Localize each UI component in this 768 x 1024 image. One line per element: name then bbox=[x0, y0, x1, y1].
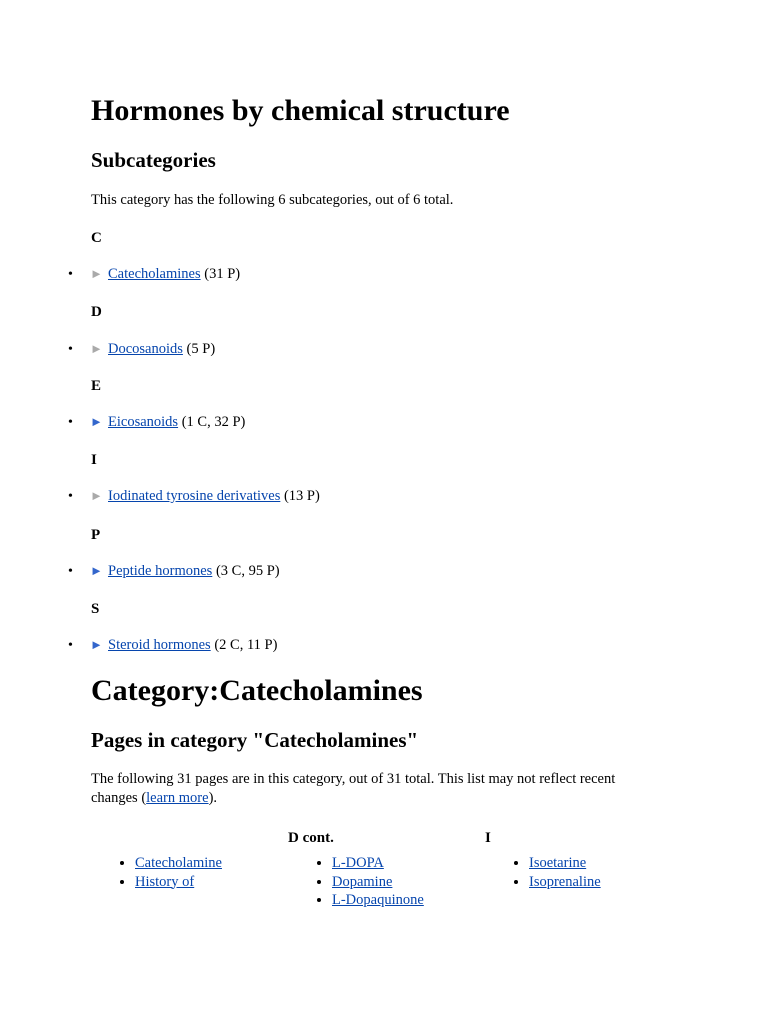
pages-heading: Pages in category "Catecholamines" bbox=[91, 728, 419, 752]
pages-intro bbox=[91, 770, 651, 808]
page-list bbox=[507, 854, 687, 891]
column-heading: I bbox=[485, 830, 491, 846]
collapsed-arrow-icon[interactable]: ► bbox=[90, 341, 103, 356]
group-letter-i: I bbox=[91, 452, 97, 468]
group-letter-d: D bbox=[91, 304, 102, 320]
pages-intro-text: The following 31 pages are in this category, out of 31 total. This list may not reflect recent changes ( bbox=[91, 771, 616, 806]
expand-arrow-icon[interactable]: ► bbox=[90, 637, 103, 652]
column-heading: D cont. bbox=[288, 830, 334, 846]
expand-arrow-icon[interactable]: ► bbox=[90, 414, 103, 429]
subcategory-item-catecholamines bbox=[68, 265, 240, 284]
subcategory-item-steroid bbox=[68, 636, 277, 655]
page-link-dopamine[interactable]: Dopamine bbox=[332, 873, 393, 890]
subcategory-link-eicosanoids[interactable]: Eicosanoids bbox=[108, 414, 179, 430]
subcategory-count: (13 P) bbox=[283, 488, 320, 504]
pages-column-3 bbox=[485, 828, 687, 891]
list-item bbox=[529, 873, 687, 892]
page-list bbox=[113, 854, 293, 891]
collapsed-arrow-icon[interactable]: ► bbox=[90, 488, 103, 503]
bullet-icon: • bbox=[68, 342, 73, 357]
list-item bbox=[332, 873, 490, 892]
collapsed-arrow-icon[interactable]: ► bbox=[90, 266, 103, 281]
subcategory-count: (2 C, 11 P) bbox=[214, 637, 278, 653]
subcategory-count: (5 P) bbox=[186, 341, 216, 357]
column-heading bbox=[113, 828, 293, 848]
subcategory-link-catecholamines[interactable]: Catecholamines bbox=[108, 266, 201, 282]
page-link-isoetarine[interactable]: Isoetarine bbox=[529, 855, 587, 871]
subcategories-heading: Subcategories bbox=[91, 148, 216, 172]
group-letter-p: P bbox=[91, 527, 101, 543]
expand-arrow-icon[interactable]: ► bbox=[90, 563, 103, 578]
group-letter-e: E bbox=[91, 378, 102, 394]
page-link-isoprenaline[interactable]: Isoprenaline bbox=[529, 873, 601, 890]
subcategory-count: (31 P) bbox=[204, 266, 241, 282]
page-link-l-dopa[interactable]: L-DOPA bbox=[332, 855, 384, 871]
list-item bbox=[332, 854, 490, 873]
category-title: Category:Catecholamines bbox=[91, 674, 423, 707]
list-item bbox=[135, 854, 293, 873]
list-item bbox=[135, 873, 293, 892]
subcategory-item-docosanoids bbox=[68, 340, 215, 359]
subcategory-count: (1 C, 32 P) bbox=[181, 414, 246, 430]
subcategory-link-steroid[interactable]: Steroid hormones bbox=[108, 637, 211, 653]
group-letter-s: S bbox=[91, 601, 100, 617]
page-link-history-of[interactable]: History of bbox=[135, 873, 195, 890]
list-item bbox=[529, 854, 687, 873]
bullet-icon: • bbox=[68, 415, 73, 430]
bullet-icon: • bbox=[68, 638, 73, 653]
group-letter-c: C bbox=[91, 230, 102, 246]
pages-column-1 bbox=[113, 828, 293, 891]
subcategories-intro: This category has the following 6 subcategories, out of 6 total. bbox=[91, 192, 454, 208]
learn-more-link[interactable]: learn more bbox=[146, 790, 209, 806]
subcategory-item-peptide bbox=[68, 562, 280, 581]
bullet-icon: • bbox=[68, 489, 73, 504]
page-list bbox=[310, 854, 490, 910]
page-link-l-dopaquinone[interactable]: L-Dopaquinone bbox=[332, 892, 424, 908]
bullet-icon: • bbox=[68, 564, 73, 579]
subcategory-link-iodinated[interactable]: Iodinated tyrosine derivatives bbox=[108, 488, 281, 504]
page-title: Hormones by chemical structure bbox=[91, 94, 510, 127]
pages-column-2 bbox=[288, 828, 490, 910]
subcategory-item-eicosanoids bbox=[68, 413, 245, 432]
pages-intro-end: ). bbox=[208, 790, 218, 806]
subcategory-link-docosanoids[interactable]: Docosanoids bbox=[108, 341, 183, 357]
subcategory-item-iodinated bbox=[68, 487, 320, 506]
bullet-icon: • bbox=[68, 267, 73, 282]
subcategory-count: (3 C, 95 P) bbox=[215, 563, 280, 579]
subcategory-link-peptide[interactable]: Peptide hormones bbox=[108, 563, 213, 579]
list-item bbox=[332, 891, 490, 910]
page-link-catecholamine[interactable]: Catecholamine bbox=[135, 855, 222, 871]
